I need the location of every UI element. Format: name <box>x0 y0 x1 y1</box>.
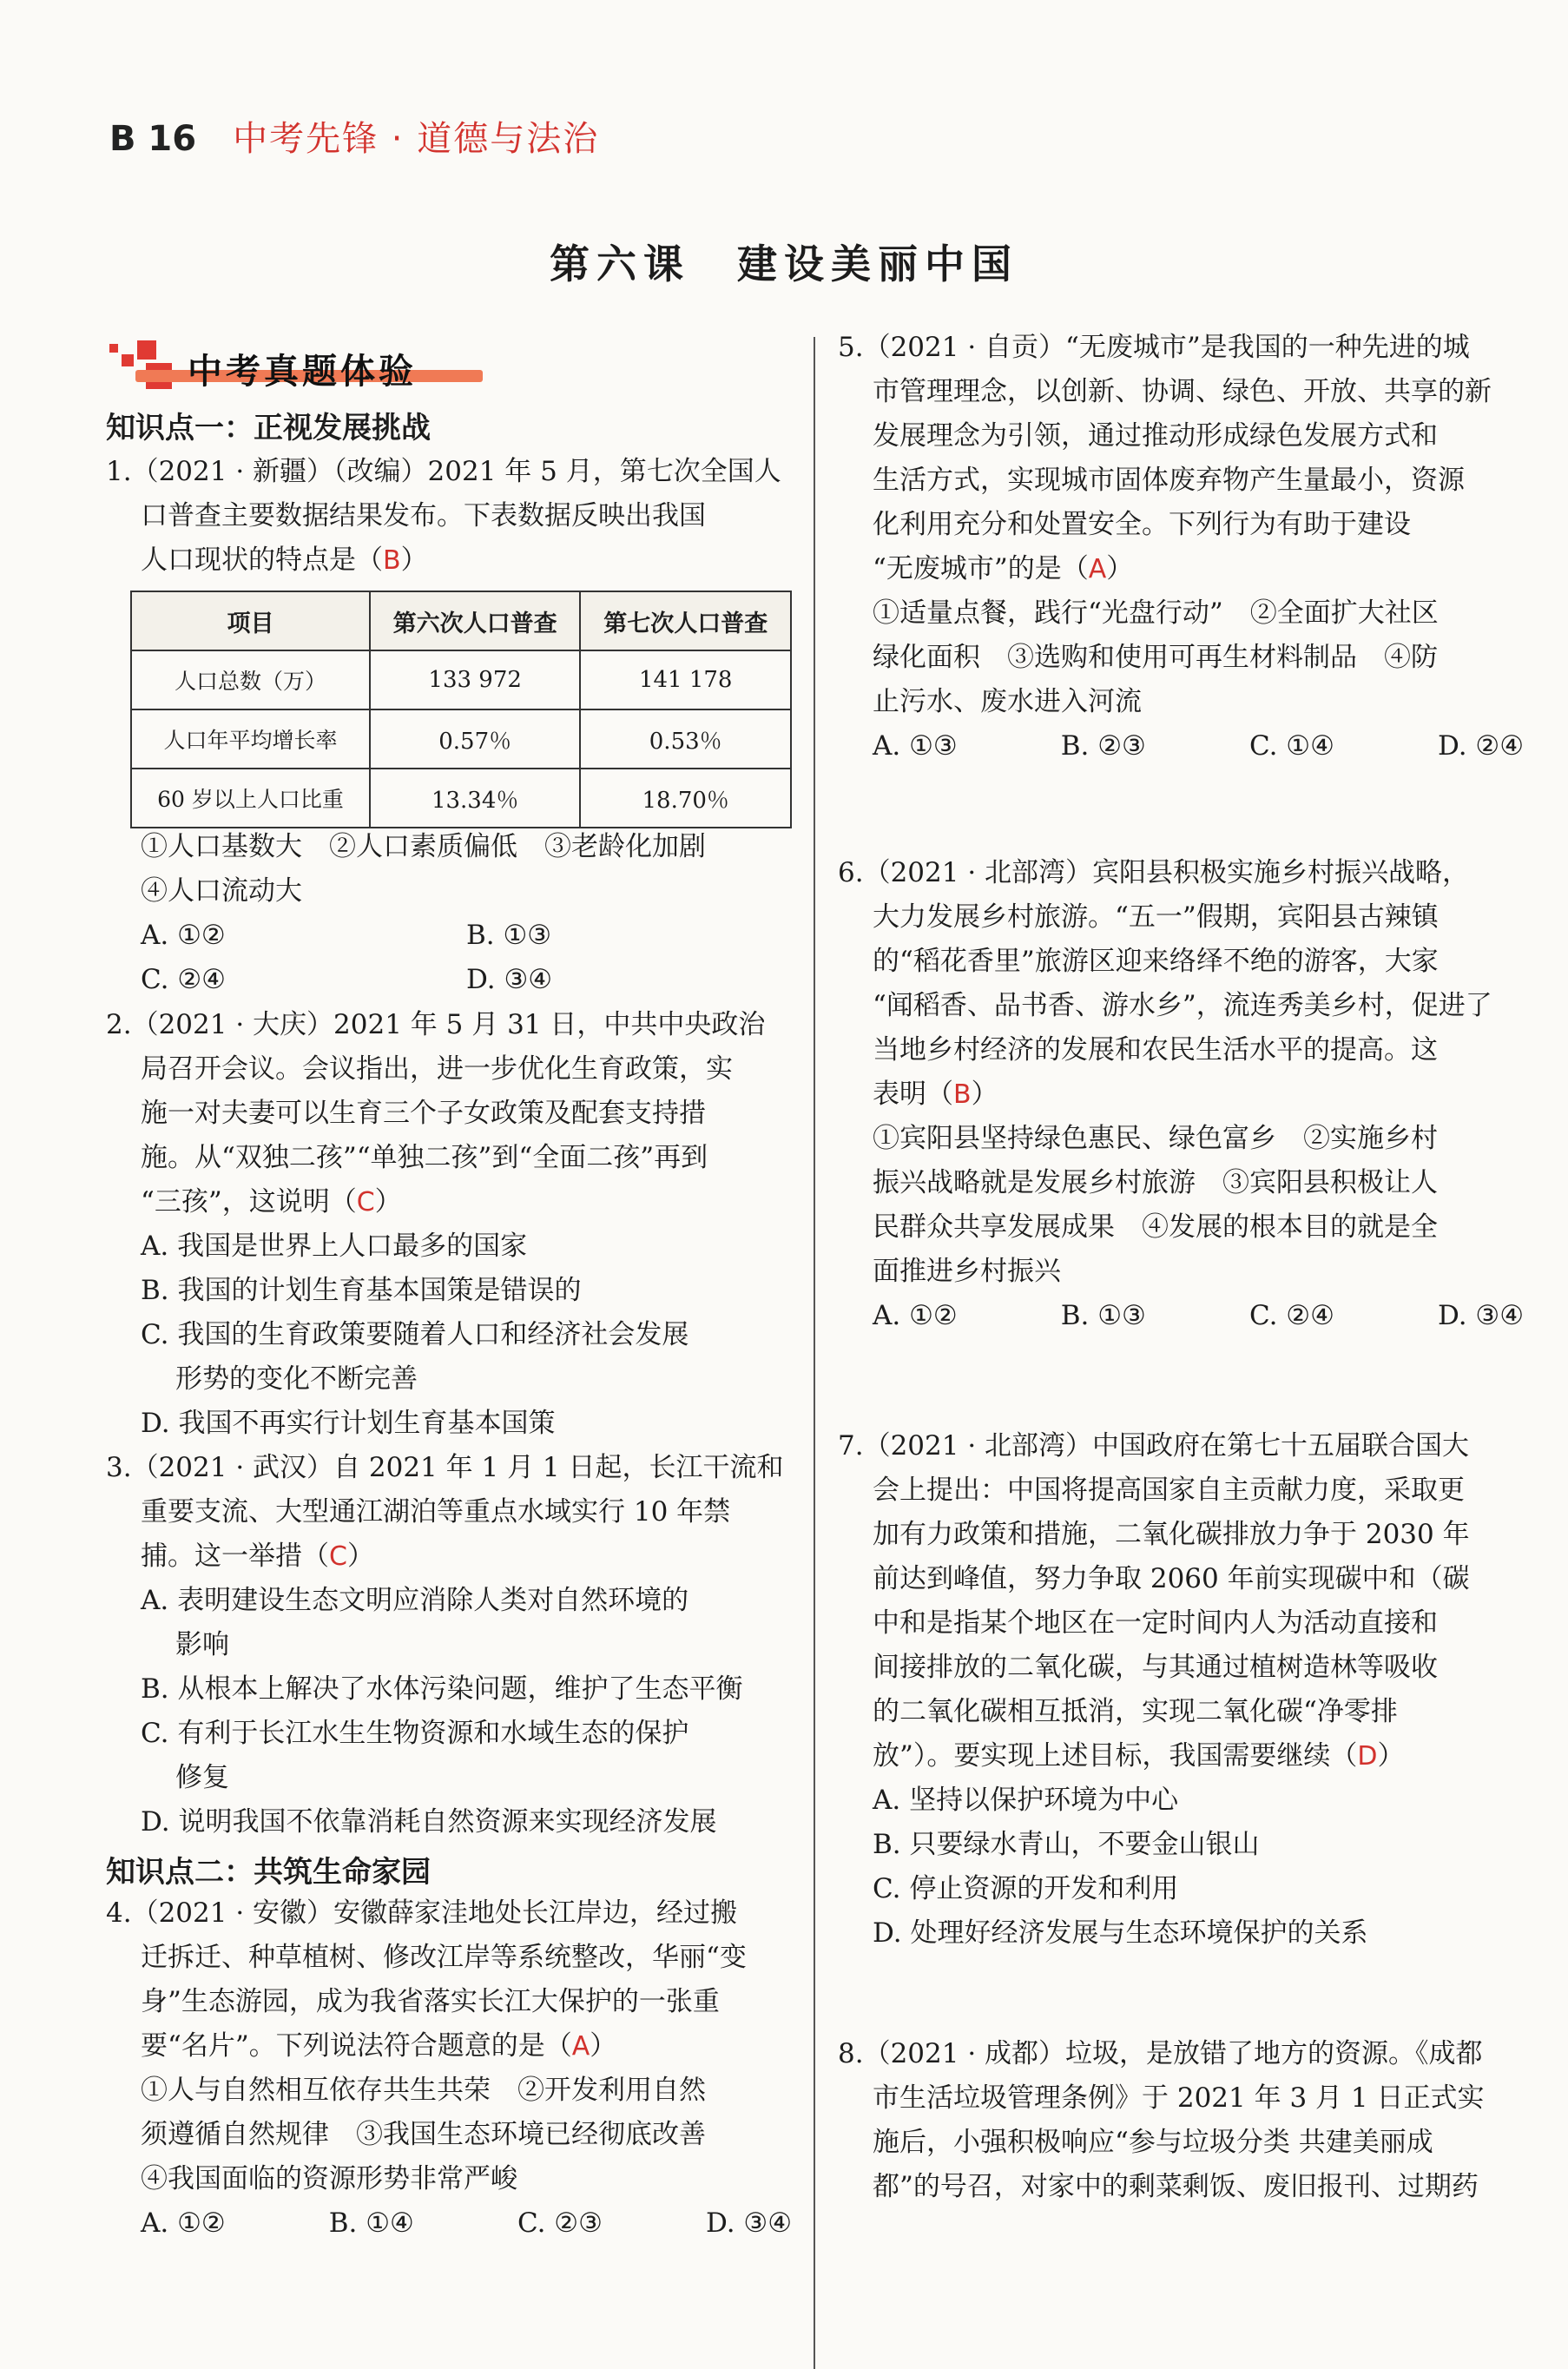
q7-line: 间接排放的二氧化碳，与其通过植树造林等吸收 <box>873 1652 1438 1683</box>
q6-line: 表明（B） <box>873 1079 998 1110</box>
table-cell: 人口年平均增长率 <box>131 709 370 769</box>
q1-statement: ④人口流动大 <box>141 875 302 907</box>
q6-line: “闻稻香、品书香、游水乡”，流连秀美乡村，促进了 <box>873 990 1492 1021</box>
option: C. ②④ <box>141 964 226 995</box>
option: D. 处理好经济发展与生态环境保护的关系 <box>873 1917 1368 1949</box>
option: B. 只要绿水青山，不要金山银山 <box>873 1829 1260 1860</box>
table-cell: 人口总数（万） <box>131 650 370 709</box>
option: A. ①② <box>141 2207 226 2239</box>
q6-options <box>838 1294 1524 1338</box>
q6-line: 的“稻花香里”旅游区迎来络绎不绝的游客，大家 <box>873 946 1439 977</box>
q1-line: 口普查主要数据结果发布。下表数据反映出我国 <box>141 500 706 531</box>
option: D. 说明我国不依靠消耗自然资源来实现经济发展 <box>141 1806 717 1838</box>
q5-line: 化利用充分和处置安全。下列行为有助于建设 <box>873 509 1411 540</box>
question-1 <box>106 450 792 583</box>
column-divider <box>814 337 815 2369</box>
option: A. ①② <box>141 920 226 951</box>
knowledge-point-2: 知识点二：共筑生命家园 <box>106 1855 431 1890</box>
q1-line: 人口现状的特点是（B） <box>141 544 428 576</box>
option: A. ①② <box>873 1300 958 1331</box>
q2-line: “三孩”，这说明（C） <box>141 1186 402 1217</box>
q2-line: 2.（2021 · 大庆）2021 年 5 月 31 日，中共中央政治 <box>106 1009 766 1040</box>
q7-line: 加有力政策和措施，二氧化碳排放力争于 2030 年 <box>873 1519 1470 1550</box>
q4-statement: ①人与自然相互依存共生共荣 ②开发利用自然 <box>141 2075 706 2106</box>
option: C. ②④ <box>1248 1300 1334 1331</box>
q7-line: 前达到峰值，努力争取 2060 年前实现碳中和（碳 <box>873 1563 1470 1594</box>
q8-line: 市生活垃圾管理条例》于 2021 年 3 月 1 日正式实 <box>873 2082 1485 2114</box>
banner-decor-square <box>137 340 156 360</box>
lesson-title: 第六课 建设美丽中国 <box>550 241 1018 287</box>
q3-line: 重要支流、大型通江湖泊等重点水域实行 10 年禁 <box>141 1496 731 1528</box>
banner-decor-square <box>122 354 134 366</box>
option: B. ①③ <box>466 920 552 951</box>
table-row <box>131 650 791 709</box>
q7-line: 中和是指某个地区在一定时间内人为活动直接和 <box>873 1607 1438 1639</box>
option-continuation: 形势的变化不断完善 <box>175 1363 418 1395</box>
q2-line: 施一对夫妻可以生育三个子女政策及配套支持措 <box>141 1098 706 1129</box>
option: C. 有利于长江水生生物资源和水域生态的保护 <box>141 1718 689 1749</box>
question-3 <box>106 1446 792 1844</box>
table-cell: 18.70％ <box>580 769 791 828</box>
q1-statement: ①人口基数大 ②人口素质偏低 ③老龄化加剧 <box>141 831 706 862</box>
q6-line: 当地乡村经济的发展和农民生活水平的提高。这 <box>873 1034 1438 1066</box>
q6-statement: 振兴战略就是发展乡村旅游 ③宾阳县积极让人 <box>873 1167 1438 1198</box>
q4-line: 迁拆迁、种草植树、修改江岸等系统整改，华丽“变 <box>141 1942 747 1973</box>
table-cell: 0.57％ <box>370 709 581 769</box>
option: B. ①④ <box>328 2207 414 2239</box>
banner-decor-square <box>109 344 118 353</box>
page-number: B 16 <box>109 119 197 159</box>
q5-line: 市管理理念，以创新、协调、绿色、开放、共享的新 <box>873 376 1492 407</box>
q5-statement: 止污水、废水进入河流 <box>873 686 1142 717</box>
population-table <box>130 591 792 828</box>
q4-line: 身”生态游园，成为我省落实长江大保护的一张重 <box>141 1986 720 2017</box>
option-continuation: 修复 <box>175 1762 229 1793</box>
question-5 <box>838 326 1524 769</box>
knowledge-point-1: 知识点一：正视发展挑战 <box>106 411 431 445</box>
option-continuation: 影响 <box>175 1629 229 1660</box>
answer-mark: A <box>1088 554 1107 584</box>
question-4 <box>106 1891 792 2246</box>
q5-line: 发展理念为引领，通过推动形成绿色发展方式和 <box>873 420 1438 452</box>
q5-line: 5.（2021 · 自贡）“无废城市”是我国的一种先进的城 <box>838 332 1470 363</box>
answer-mark: A <box>571 2031 590 2062</box>
option: A. 我国是世界上人口最多的国家 <box>141 1231 528 1262</box>
table-header: 第七次人口普查 <box>580 591 791 650</box>
q5-statement: ①适量点餐，践行“光盘行动” ②全面扩大社区 <box>873 597 1439 629</box>
q2-line: 施。从“双独二孩”“单独二孩”到“全面二孩”再到 <box>141 1142 708 1173</box>
option: B. ①③ <box>1060 1300 1146 1331</box>
answer-mark: B <box>383 545 401 576</box>
q4-statement: 须遵循自然规律 ③我国生态环境已经彻底改善 <box>141 2119 706 2150</box>
q6-statement: 民群众共享发展成果 ④发展的根本目的就是全 <box>873 1211 1438 1243</box>
q8-line: 都”的号召，对家中的剩菜剩饭、废旧报刊、过期药 <box>873 2171 1479 2202</box>
table-cell: 133 972 <box>370 650 581 709</box>
q6-line: 6.（2021 · 北部湾）宾阳县积极实施乡村振兴战略， <box>838 857 1470 888</box>
q1-options <box>106 914 792 1002</box>
question-8 <box>838 2032 1524 2209</box>
q4-line: 要“名片”。下列说法符合题意的是（A） <box>141 2030 617 2062</box>
q8-line: 施后，小强积极响应“参与垃圾分类 共建美丽成 <box>873 2127 1433 2158</box>
question-1-options <box>106 825 792 1002</box>
q3-line: 捕。这一举措（C） <box>141 1541 374 1572</box>
answer-mark: C <box>356 1187 375 1217</box>
q7-line: 放”）。要实现上述目标，我国需要继续（D） <box>873 1740 1405 1772</box>
q7-line: 的二氧化碳相互抵消，实现二氧化碳“净零排 <box>873 1696 1398 1727</box>
option: D. ③④ <box>705 2207 792 2239</box>
section-banner <box>106 337 488 398</box>
q5-options <box>838 724 1524 769</box>
q2-line: 局召开会议。会议指出，进一步优化生育政策，实 <box>141 1053 733 1085</box>
table-header: 第六次人口普查 <box>370 591 581 650</box>
q1-line: 1.（2021 · 新疆）（改编）2021 年 5 月，第七次全国人 <box>106 456 781 487</box>
table-header: 项目 <box>131 591 370 650</box>
answer-mark: D <box>1357 1741 1378 1772</box>
question-7 <box>838 1424 1524 1956</box>
table-cell: 60 岁以上人口比重 <box>131 769 370 828</box>
option: A. 坚持以保护环境为中心 <box>873 1785 1179 1816</box>
option: D. ③④ <box>466 964 553 995</box>
q5-line: 生活方式，实现城市固体废弃物产生量最小，资源 <box>873 465 1465 496</box>
table-row <box>131 769 791 828</box>
option: A. 表明建设生态文明应消除人类对自然环境的 <box>141 1585 689 1616</box>
option: C. ②③ <box>517 2207 603 2239</box>
option: D. 我国不再实行计划生育基本国策 <box>141 1408 556 1439</box>
table-row <box>131 709 791 769</box>
option: D. ②④ <box>1437 730 1524 762</box>
q4-options <box>106 2201 792 2246</box>
q6-statement: ①宾阳县坚持绿色惠民、绿色富乡 ②实施乡村 <box>873 1123 1438 1154</box>
series-title: 中考先锋 · 道德与法治 <box>233 119 600 159</box>
q7-line: 7.（2021 · 北部湾）中国政府在第七十五届联合国大 <box>838 1430 1470 1462</box>
option: A. ①③ <box>873 730 958 762</box>
banner-text: 中考真题体验 <box>188 351 417 392</box>
option: B. 从根本上解决了水体污染问题，维护了生态平衡 <box>141 1673 743 1705</box>
table-cell: 0.53％ <box>580 709 791 769</box>
option: C. 我国的生育政策要随着人口和经济社会发展 <box>141 1319 689 1350</box>
table-cell: 141 178 <box>580 650 791 709</box>
option: B. ②③ <box>1060 730 1146 762</box>
q4-line: 4.（2021 · 安徽）安徽薛家洼地处长江岸边，经过搬 <box>106 1897 738 1929</box>
question-2 <box>106 1003 792 1446</box>
q5-statement: 绿化面积 ③选购和使用可再生材料制品 ④防 <box>873 642 1438 673</box>
page-header <box>109 111 599 161</box>
q6-statement: 面推进乡村振兴 <box>873 1256 1061 1287</box>
q6-line: 大力发展乡村旅游。“五一”假期，宾阳县古辣镇 <box>873 901 1439 933</box>
answer-mark: B <box>953 1079 972 1110</box>
q8-line: 8.（2021 · 成都）垃圾，是放错了地方的资源。《成都 <box>838 2038 1483 2069</box>
table-header-row <box>131 591 791 650</box>
option: C. 停止资源的开发和利用 <box>873 1873 1179 1904</box>
table-cell: 13.34％ <box>370 769 581 828</box>
q5-line: “无废城市”的是（A） <box>873 553 1134 584</box>
option: C. ①④ <box>1248 730 1334 762</box>
q3-line: 3.（2021 · 武汉）自 2021 年 1 月 1 日起，长江干流和 <box>106 1452 784 1483</box>
option: B. 我国的计划生育基本国策是错误的 <box>141 1275 582 1306</box>
answer-mark: C <box>329 1541 347 1572</box>
q7-line: 会上提出：中国将提高国家自主贡献力度，采取更 <box>873 1475 1465 1506</box>
option: D. ③④ <box>1437 1300 1524 1331</box>
question-6 <box>838 851 1524 1338</box>
q4-statement: ④我国面临的资源形势非常严峻 <box>141 2163 517 2194</box>
